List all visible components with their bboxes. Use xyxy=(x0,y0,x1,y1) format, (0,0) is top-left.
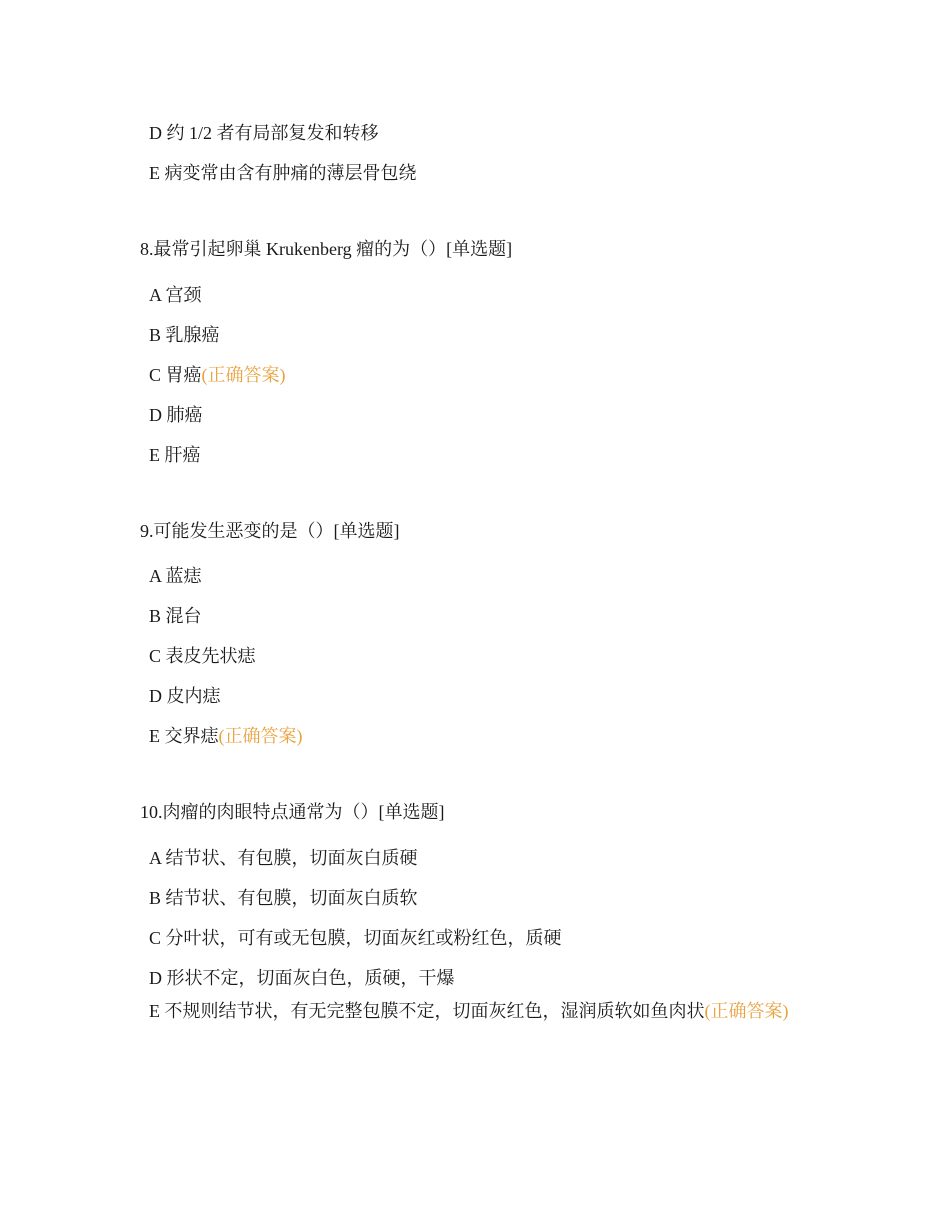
option-letter: E xyxy=(149,163,160,183)
option-letter: D xyxy=(149,686,162,706)
option-d xyxy=(149,120,794,146)
option-text: 蓝痣 xyxy=(165,566,202,586)
option-text: 宫颈 xyxy=(165,285,202,305)
option-e xyxy=(149,160,794,186)
option-d xyxy=(149,965,794,991)
option-e xyxy=(149,442,794,468)
option-text: 胃癌 xyxy=(165,365,202,385)
option-text: 形状不定，切面灰白色，质硬，干爆 xyxy=(166,968,455,988)
question-10 xyxy=(140,799,800,1024)
option-text: 约 1/2 者有局部复发和转移 xyxy=(166,123,379,143)
option-letter: D xyxy=(149,405,162,425)
option-letter: C xyxy=(149,646,162,666)
option-text: 皮内痣 xyxy=(166,686,221,706)
option-text: 分叶状，可有或无包膜，切面灰红或粉红色，质硬 xyxy=(165,928,562,948)
option-letter: C xyxy=(149,365,162,385)
option-text: 病变常由含有肿痛的薄层骨包绕 xyxy=(164,163,417,183)
option-text: 肺癌 xyxy=(166,405,203,425)
option-d xyxy=(149,683,794,709)
question-9 xyxy=(140,518,800,749)
option-letter: C xyxy=(149,928,162,948)
option-text: 不规则结节状，有无完整包膜不定，切面灰红色，湿润质软如鱼肉状 xyxy=(164,1001,705,1021)
correct-answer-mark: (正确答案) xyxy=(218,726,303,746)
option-letter: E xyxy=(149,726,160,746)
option-letter: E xyxy=(149,445,160,465)
option-c xyxy=(149,362,794,388)
option-letter: D xyxy=(149,968,162,988)
question-title: 9.可能发生恶变的是（）[单选题] xyxy=(140,521,400,541)
option-letter: B xyxy=(149,606,162,626)
option-letter: D xyxy=(149,123,162,143)
question-title: 10.肉瘤的肉眼特点通常为（）[单选题] xyxy=(140,802,445,822)
option-text: 表皮先状痣 xyxy=(165,646,256,666)
correct-answer-mark: (正确答案) xyxy=(201,365,286,385)
option-letter: A xyxy=(149,285,162,305)
question-title: 8.最常引起卵巢 Krukenberg 瘤的为（）[单选题] xyxy=(140,239,513,259)
option-a xyxy=(149,845,794,871)
option-a xyxy=(149,563,794,589)
option-c xyxy=(149,925,794,951)
option-letter: E xyxy=(149,1001,160,1021)
option-letter: B xyxy=(149,325,162,345)
option-e xyxy=(149,723,794,749)
question-8 xyxy=(140,236,800,468)
option-text: 混台 xyxy=(165,606,202,626)
option-letter: A xyxy=(149,848,162,868)
option-d xyxy=(149,402,794,428)
option-c xyxy=(149,643,794,669)
option-e xyxy=(149,999,794,1024)
option-b xyxy=(149,603,794,629)
option-a xyxy=(149,282,794,308)
option-b xyxy=(149,885,794,911)
option-text: 结节状、有包膜，切面灰白质硬 xyxy=(165,848,418,868)
option-text: 结节状、有包膜，切面灰白质软 xyxy=(165,888,418,908)
option-letter: B xyxy=(149,888,162,908)
option-b xyxy=(149,322,794,348)
option-letter: A xyxy=(149,566,162,586)
option-text: 交界痣 xyxy=(164,726,219,746)
option-text: 乳腺癌 xyxy=(165,325,220,345)
question-7-tail xyxy=(140,120,800,186)
option-text: 肝癌 xyxy=(164,445,201,465)
correct-answer-mark: (正确答案) xyxy=(704,1001,789,1021)
